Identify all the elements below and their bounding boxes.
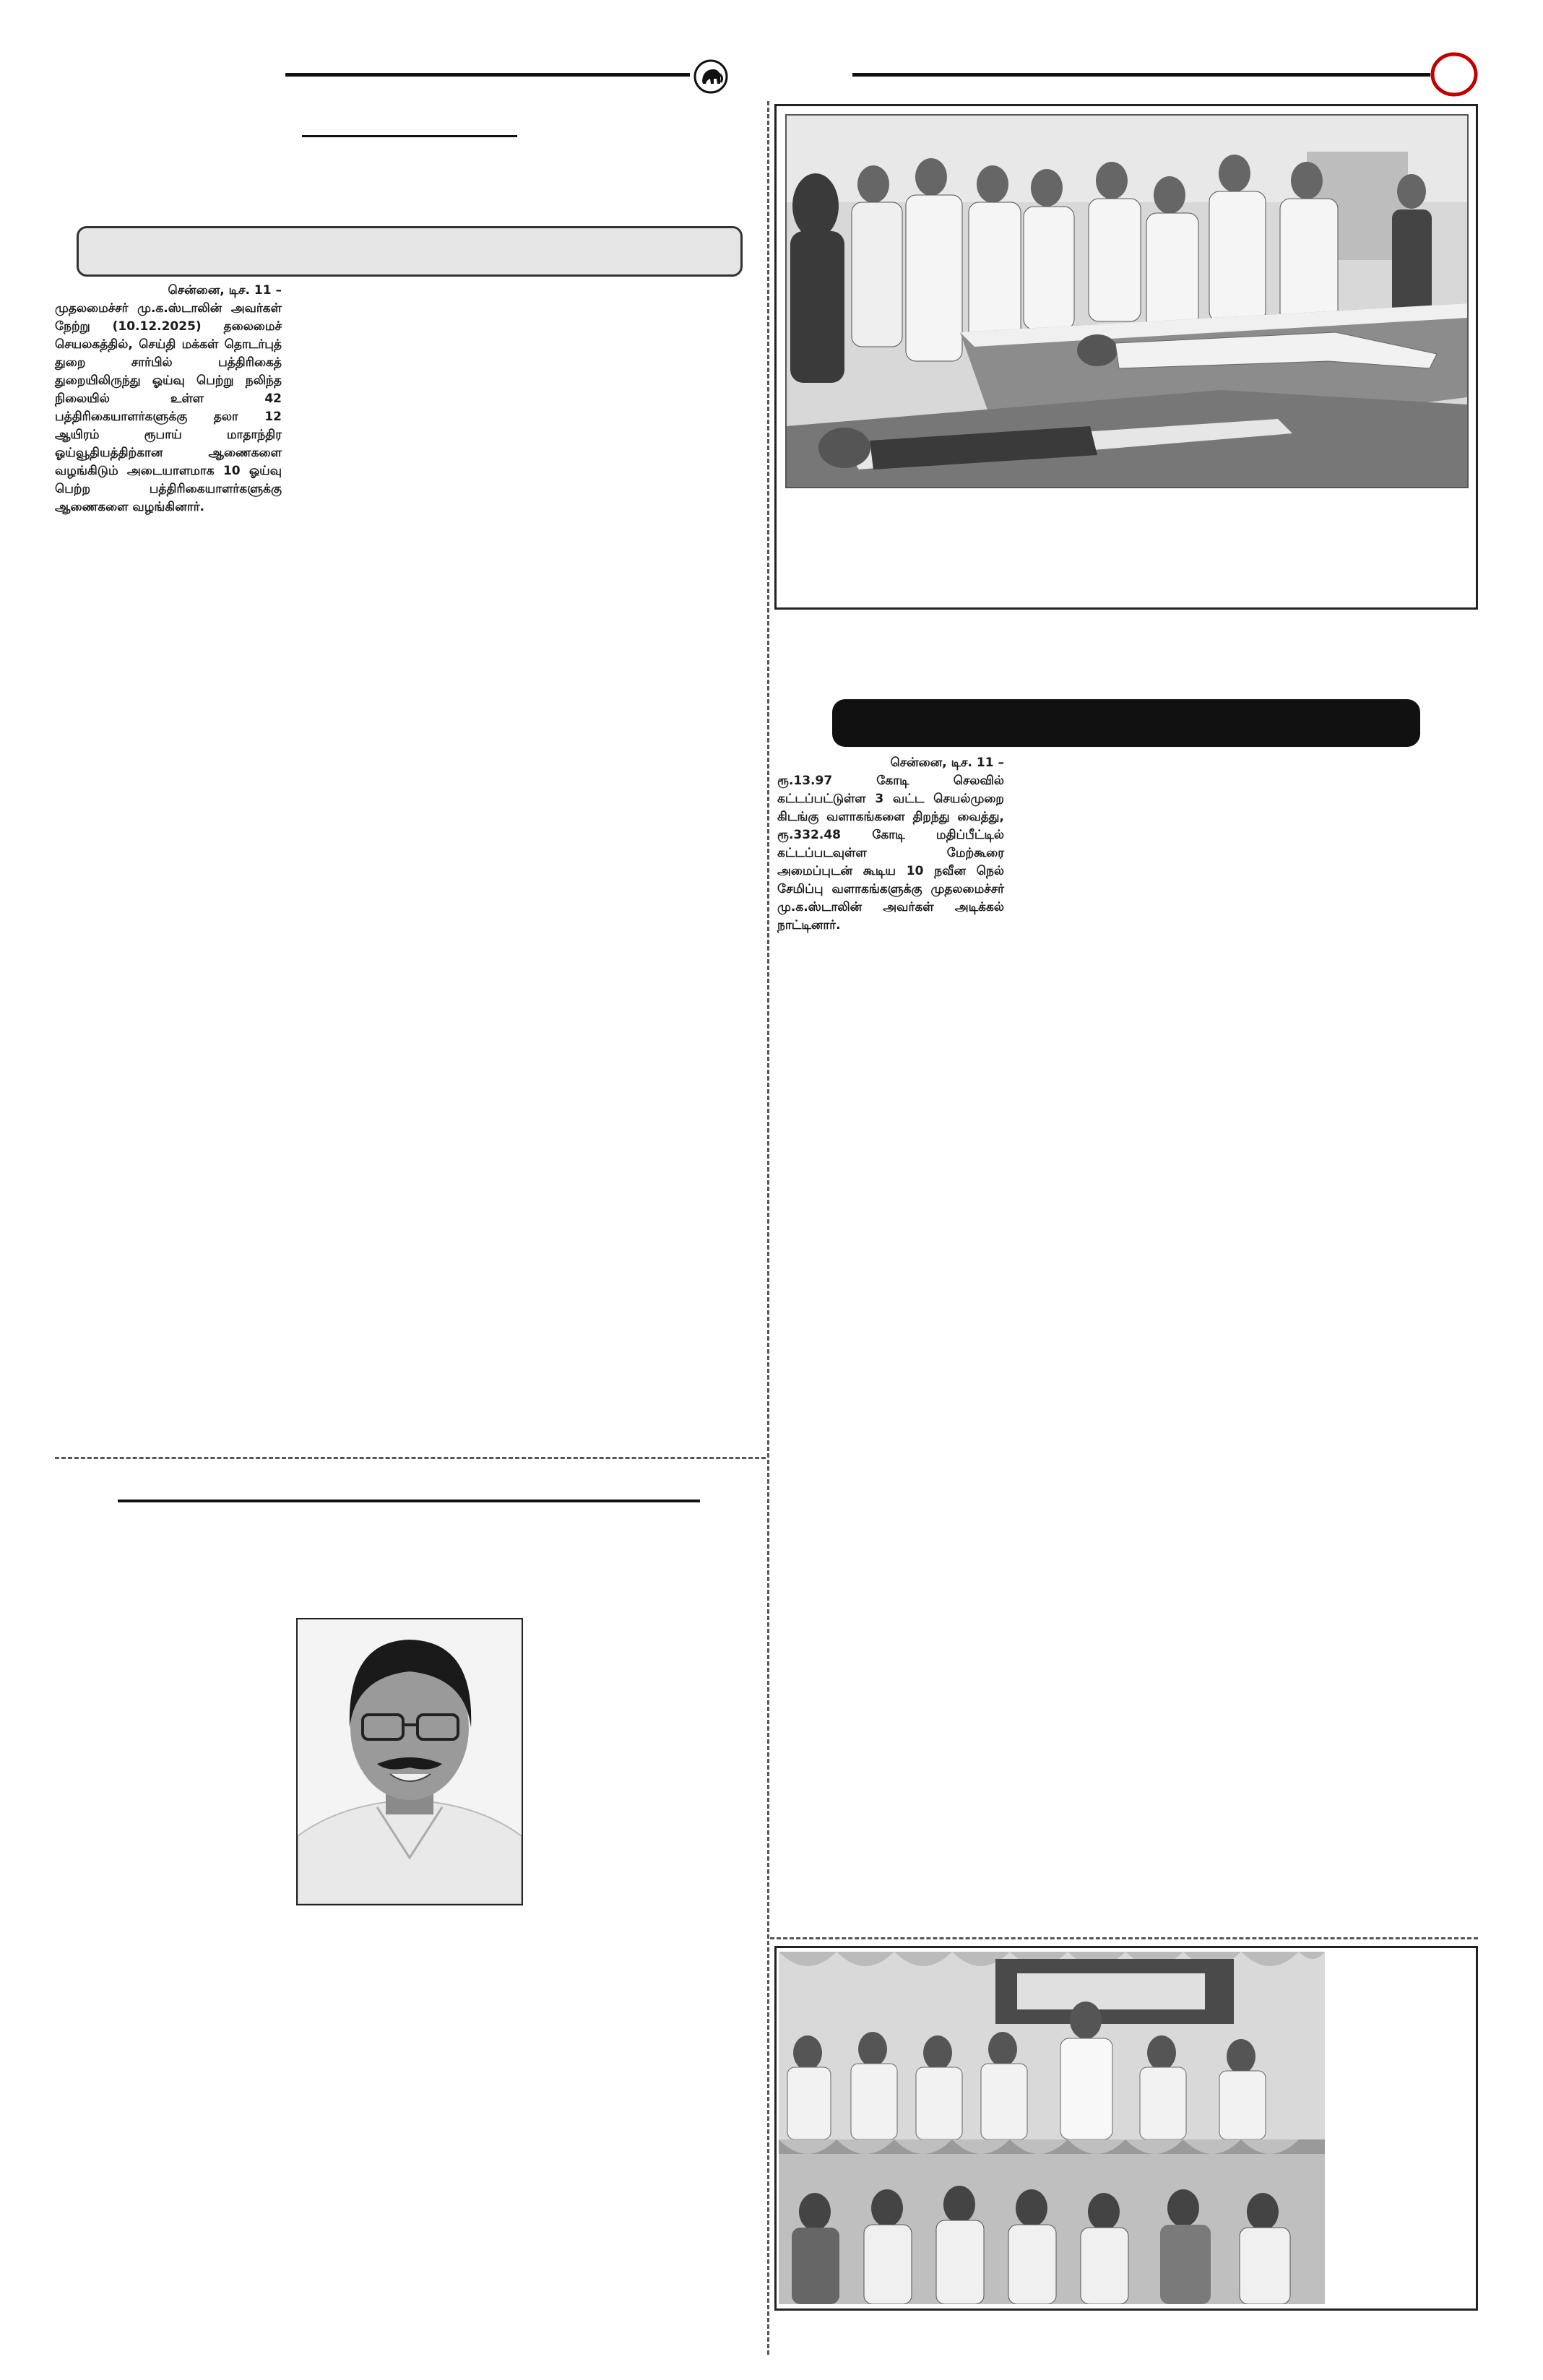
header-rule-left [285, 73, 690, 77]
portrait-photo [298, 1619, 522, 1904]
right-story-dateline: சென்னை, டிச. 11 – [890, 756, 1004, 770]
headline-banner-right [832, 699, 1420, 747]
headline-banner-left [77, 226, 743, 277]
right-section-divider [770, 1937, 1478, 1939]
left-section-divider [55, 1457, 766, 1459]
meeting-photo [779, 1952, 1325, 2304]
left-story-body: முதலமைச்சர் மு.க.ஸ்டாலின் அவர்கள் நேற்று (10.12.2025) தலைமைச் செயலகத்தில், செய்தி மக்கள் தொடர்புத் துறை சார்பில் பத்திரிகைத் துறையிலிருந்து ஓய்வு பெற்று நலிந்த நிலையில் உள்ள 42 பத்திரிகையாளர்களுக்கு தலா 12 ஆயிரம் ரூபாய் மாதாந்திர ஓய்வூதியத்திற்கான ஆணைகளை வழங்கிடும் அடையாளமாக 10 ஓய்வு பெற்ற பத்திரிகையாளர்களுக்கு ஆணைகளை வழங்கினார். [55, 301, 282, 514]
right-story-body: ரூ.13.97 கோடி செலவில் கட்டப்பட்டுள்ள 3 வட்ட செயல்முறை கிடங்கு வளாகங்களை திறந்து வைத்து, ரூ.332.48 கோடி மதிப்பீட்டில் கட்டப்படவுள்ள மேற்கூரை அமைப்புடன் கூடிய 10 நவீன நெல் சேமிப்பு வளாகங்களுக்கு முதலமைச்சர் மு.க.ஸ்டாலின் அவர்கள் அடிக்கல் நாட்டினார். [777, 774, 1004, 932]
header-rule-right [852, 73, 1430, 77]
page-number-circle-icon [1429, 51, 1479, 98]
left-story-dateline: சென்னை, டிச. 11 – [168, 283, 282, 298]
group-visit-photo [785, 114, 1469, 488]
elephant-emblem-icon [692, 58, 730, 95]
column-divider [767, 101, 769, 2355]
headline-placeholder-rule [302, 135, 517, 137]
portrait-frame [296, 1618, 523, 1905]
sub-headline-rule [118, 1500, 700, 1502]
right-story [777, 754, 1004, 935]
left-story [55, 282, 282, 516]
